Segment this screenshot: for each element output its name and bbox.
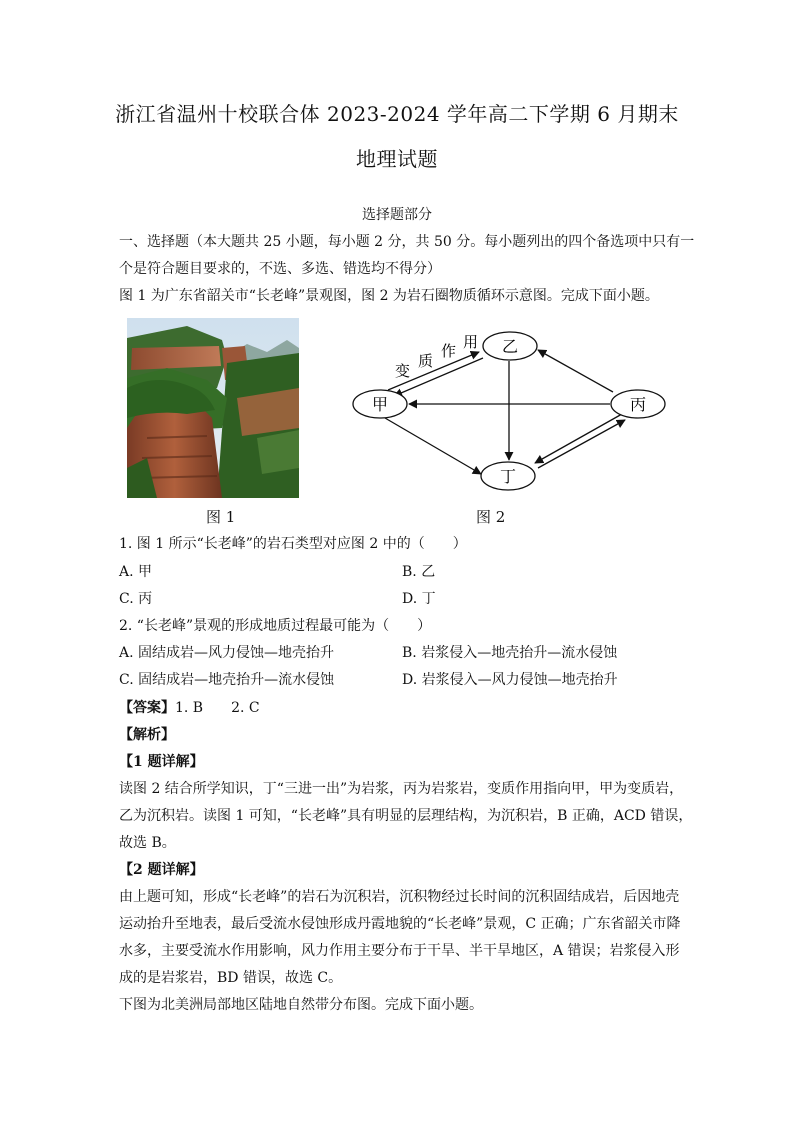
- question2-stem: 2. “长老峰”景观的形成地质过程最可能为（ ）: [119, 618, 432, 634]
- detail1-label: 【1 题详解】: [119, 754, 204, 770]
- detail2-line4: 成的是岩浆岩，BD 错误，故选 C。: [119, 970, 343, 986]
- label-char-3: 作: [441, 342, 457, 360]
- answer-label: 【答案】: [119, 700, 175, 716]
- detail1-line2: 乙为沉积岩。读图 1 可知，“长老峰”具有明显的层理结构，为沉积岩，B 正确，ACD 错误，: [119, 808, 693, 824]
- label-char-4: 用: [463, 333, 479, 351]
- question1-stem: 1. 图 1 所示“长老峰”的岩石类型对应图 2 中的（ ）: [119, 536, 467, 552]
- document-title-line1: 浙江省温州十校联合体 2023-2024 学年高二下学期 6 月期末: [115, 102, 679, 126]
- detail2-label: 【2 题详解】: [119, 862, 204, 878]
- question2-option-d: D. 岩浆侵入—风力侵蚀—地壳抬升: [402, 672, 618, 688]
- detail1-line3: 故选 B。: [119, 835, 176, 851]
- node-yi: 乙: [501, 337, 519, 356]
- question-group-intro: 图 1 为广东省韶关市“长老峰”景观图，图 2 为岩石圈物质循环示意图。完成下面小题。: [119, 288, 659, 304]
- node-jia: 甲: [371, 395, 389, 414]
- figure1-caption: 图 1: [206, 508, 236, 526]
- label-char-2: 质: [418, 352, 434, 370]
- detail1-line1: 读图 2 结合所学知识，丁“三进一出”为岩浆，丙为岩浆岩，变质作用指向甲，甲为变质岩，: [119, 781, 684, 797]
- question1-option-d: D. 丁: [402, 591, 436, 607]
- instructions-line2: 个是符合题目要求的，不选、多选、错选均不得分）: [119, 261, 441, 277]
- node-ding: 丁: [499, 467, 517, 486]
- detail2-line2: 运动抬升至地表，最后受流水侵蚀形成丹霞地貌的“长老峰”景观，C 正确；广东省韶关市降: [119, 916, 681, 932]
- answer-line: [119, 697, 260, 717]
- detail2-line3: 水多，主要受流水作用影响，风力作用主要分布于干旱、半干旱地区，A 错误；岩浆侵入形: [119, 943, 680, 959]
- figure2-rock-cycle-diagram: [345, 326, 675, 496]
- label-char-1: 变: [395, 362, 411, 380]
- question2-option-b: B. 岩浆侵入—地壳抬升—流水侵蚀: [402, 645, 618, 661]
- analysis-label: 【解析】: [119, 727, 175, 743]
- answer-text: 1. B 2. C: [175, 700, 260, 716]
- next-question-intro: 下图为北美洲局部地区陆地自然带分布图。完成下面小题。: [119, 997, 483, 1013]
- question2-option-a: A. 固结成岩—风力侵蚀—地壳抬升: [119, 645, 335, 661]
- figure2-caption: 图 2: [476, 508, 506, 526]
- instructions-line1: 一、选择题（本大题共 25 小题，每小题 2 分，共 50 分。每小题列出的四个备选项中只有一: [119, 234, 695, 250]
- figure1-landscape-photo: [127, 318, 299, 498]
- section-title: 选择题部分: [362, 207, 432, 223]
- node-bing: 丙: [629, 395, 647, 414]
- detail2-line1: 由上题可知，形成“长老峰”的岩石为沉积岩，沉积物经过长时间的沉积固结成岩，后因地壳: [119, 889, 680, 905]
- question1-option-c: C. 丙: [119, 591, 153, 607]
- document-title-line2: 地理试题: [356, 147, 438, 171]
- question2-option-c: C. 固结成岩—地壳抬升—流水侵蚀: [119, 672, 335, 688]
- question1-option-b: B. 乙: [402, 564, 436, 580]
- question1-option-a: A. 甲: [119, 564, 153, 580]
